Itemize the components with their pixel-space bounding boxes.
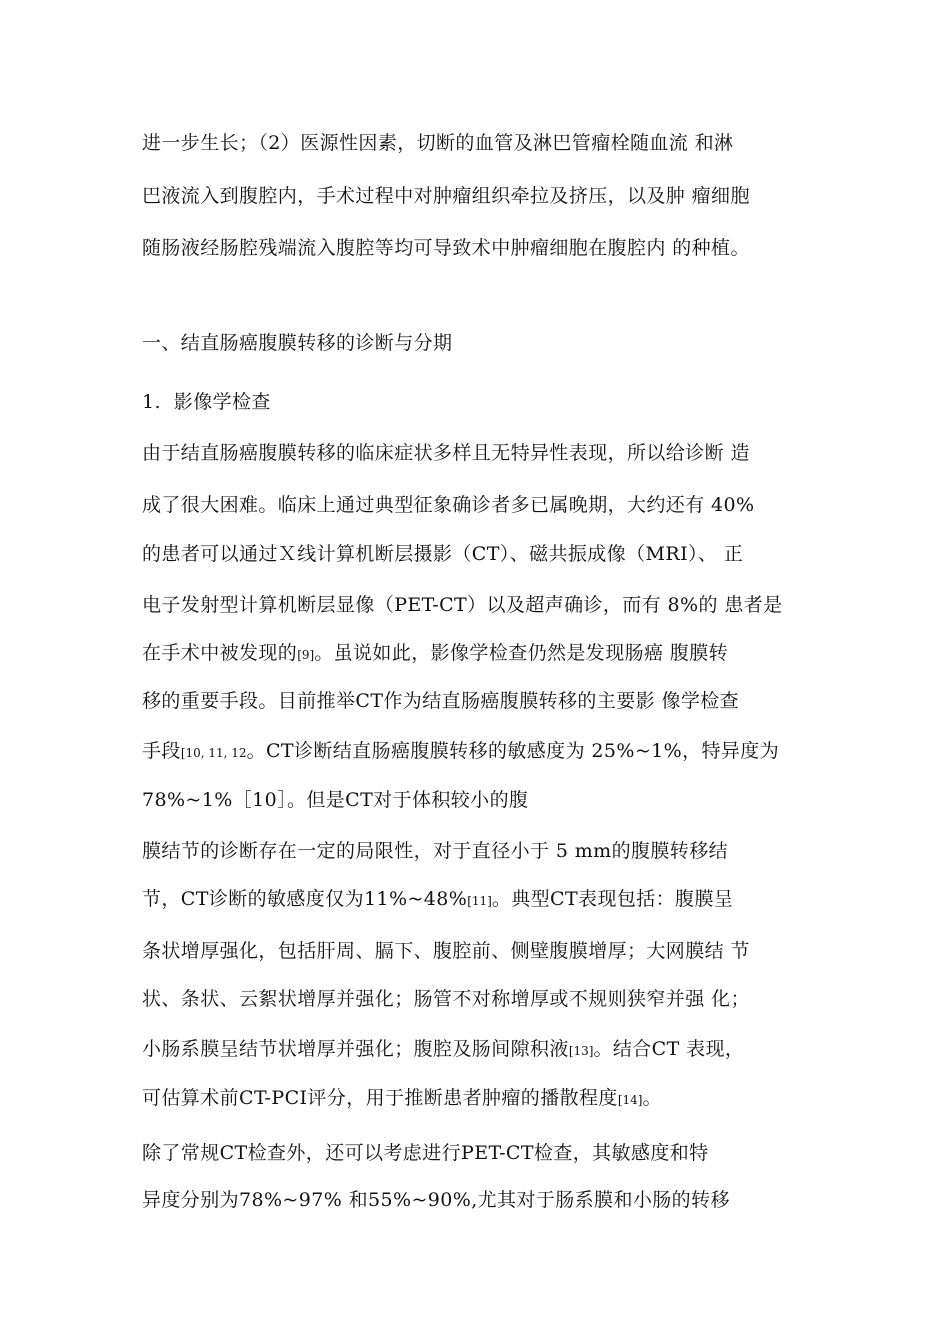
paragraph-1-line-1: 进一步生长；（2）医源性因素，切断的血管及淋巴管瘤栓随血流 和淋 bbox=[142, 132, 734, 154]
paragraph-2-line-2: 成了很大困难。临床上通过典型征象确诊者多已属晚期，大约还有 40% bbox=[142, 494, 755, 516]
paragraph-3-line-2-text-b: 。典型CT表现包括：腹膜呈 bbox=[491, 888, 734, 910]
citation-13: [13] bbox=[568, 1044, 594, 1058]
paragraph-2-line-7-text-a: 手段 bbox=[142, 740, 181, 762]
paragraph-2-line-1: 由于结直肠癌腹膜转移的临床症状多样且无特异性表现，所以给诊断 造 bbox=[142, 442, 750, 464]
paragraph-4-line-3 bbox=[142, 1036, 744, 1064]
paragraph-2-line-4: 电子发射型计算机断层显像（PET-CT）以及超声确诊，而有 8%的 患者是 bbox=[142, 594, 783, 616]
paragraph-5-line-2: 异度分别为78%~97% 和55%~90%,尤其对于肠系膜和小肠的转移 bbox=[142, 1189, 730, 1211]
paragraph-4-line-4 bbox=[142, 1085, 662, 1113]
paragraph-1-line-2: 巴液流入到腹腔内，手术过程中对肿瘤组织牵拉及挤压，以及肿 瘤细胞 bbox=[142, 185, 750, 207]
paragraph-3-line-2-text-a: 节，CT诊断的敏感度仅为11%~48% bbox=[142, 888, 468, 910]
paragraph-5-line-1: 除了常规CT检查外，还可以考虑进行PET-CT检查，其敏感度和特 bbox=[142, 1142, 709, 1164]
paragraph-2-line-3: 的患者可以通过Ｘ线计算机断层摄影（CT）、磁共振成像（MRI）、 正 bbox=[142, 543, 744, 565]
paragraph-3-line-1: 膜结节的诊断存在一定的局限性，对于直径小于 5 mm的腹膜转移结 bbox=[142, 840, 729, 862]
paragraph-2-line-5 bbox=[142, 640, 728, 668]
citation-10-11-12: [10, 11, 12 bbox=[180, 746, 247, 760]
paragraph-2-line-5-text-a: 在手术中被发现的 bbox=[142, 642, 298, 664]
paragraph-4-line-3-text-a: 小肠系膜呈结节状增厚并强化；腹腔及肠间隙积液 bbox=[142, 1038, 569, 1060]
section-heading: 一、结直肠癌腹膜转移的诊断与分期 bbox=[142, 332, 453, 354]
paragraph-4-line-2: 状、条状、云絮状增厚并强化；肠管不对称增厚或不规则狭窄并强 化； bbox=[142, 988, 750, 1010]
paragraph-4-line-3-text-b: 。结合CT 表现， bbox=[593, 1038, 745, 1060]
paragraph-2-line-7-text-b: 。CT诊断结直肠癌腹膜转移的敏感度为 25%~1%，特异度为 bbox=[246, 740, 780, 762]
paragraph-2-line-5-text-b: 。虽说如此，影像学检查仍然是发现肠癌 腹膜转 bbox=[314, 642, 729, 664]
citation-9: [9] bbox=[297, 648, 315, 662]
citation-11: [11] bbox=[467, 894, 492, 908]
citation-14: [14] bbox=[617, 1093, 643, 1107]
paragraph-4-line-4-text-a: 可估算术前CT-PCI评分，用于推断患者肿瘤的播散程度 bbox=[142, 1087, 618, 1109]
paragraph-2-line-8: 78%~1%［10］。但是CT对于体积较小的腹 bbox=[142, 789, 529, 811]
subsection-heading: 1. 影像学检查 bbox=[142, 391, 271, 413]
paragraph-1-line-3: 随肠液经肠腔残端流入腹腔等均可导致术中肿瘤细胞在腹腔内 的种植。 bbox=[142, 237, 750, 259]
paragraph-2-line-7 bbox=[142, 738, 779, 766]
paragraph-3-line-2 bbox=[142, 886, 733, 914]
paragraph-4-line-4-text-b: 。 bbox=[642, 1087, 662, 1109]
paragraph-4-line-1: 条状增厚强化，包括肝周、膈下、腹腔前、侧壁腹膜增厚；大网膜结 节 bbox=[142, 940, 750, 962]
paragraph-2-line-6: 移的重要手段。目前推举CT作为结直肠癌腹膜转移的主要影 像学检查 bbox=[142, 690, 740, 712]
